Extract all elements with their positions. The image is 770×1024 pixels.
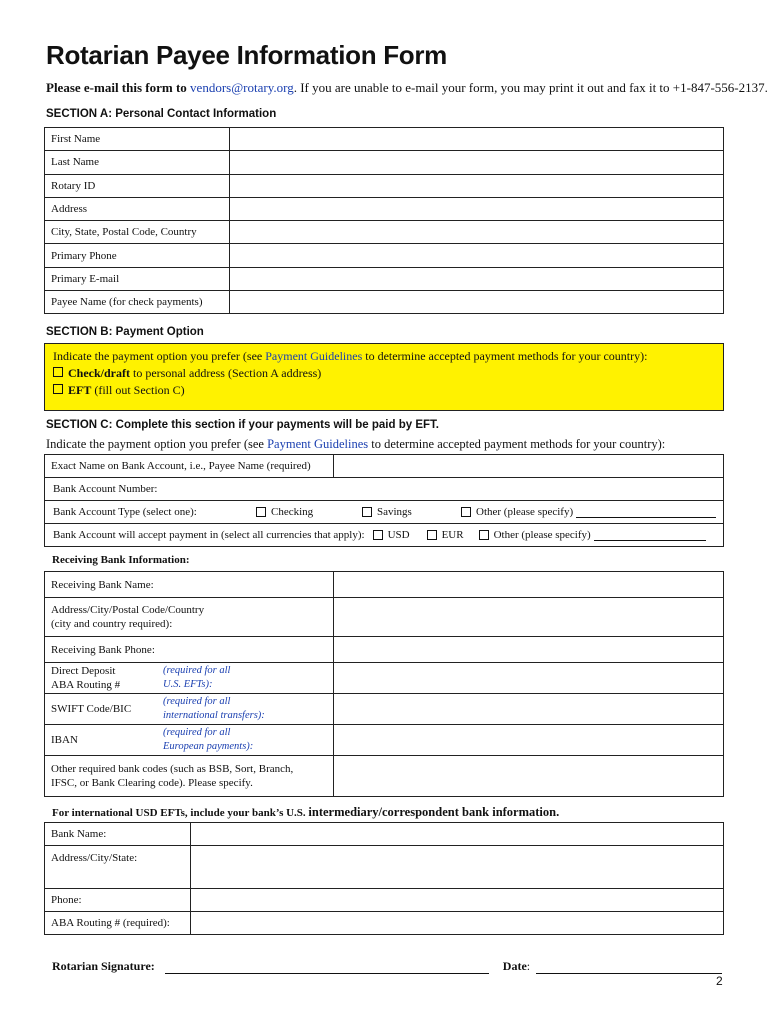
payment-option-box <box>44 343 724 411</box>
table-row <box>45 725 724 756</box>
usd-checkbox[interactable] <box>373 530 383 540</box>
iban-req-line-1: (required for all <box>163 727 231 738</box>
date-colon: : <box>526 959 531 973</box>
address-label-line-2: (city and country required): <box>51 618 173 630</box>
check-draft-option[interactable] <box>53 365 723 382</box>
receiving-bank-name-label: Receiving Bank Name: <box>45 572 334 598</box>
intermediary-bank-table <box>44 822 724 935</box>
instruction-tail: to determine accepted payment methods for your country): <box>371 437 666 451</box>
table-row <box>45 912 724 935</box>
other-currency-checkbox[interactable] <box>479 530 489 540</box>
section-b-heading: SECTION B: Payment Option <box>46 326 204 338</box>
payment-guidelines-link[interactable]: Payment Guidelines <box>267 437 369 451</box>
last-name-label: Last Name <box>45 151 230 174</box>
table-row <box>45 221 724 244</box>
date-line[interactable] <box>536 961 722 974</box>
primary-phone-field[interactable] <box>230 244 724 267</box>
table-row <box>45 501 724 524</box>
other-codes-line-1: Other required bank codes (such as BSB, Sort, Branch, <box>51 763 294 775</box>
iban-label <box>45 725 334 756</box>
instruction-lead: Indicate the payment option you prefer (see <box>46 437 264 451</box>
other-bank-codes-field[interactable] <box>334 756 724 797</box>
iban-label-text: IBAN <box>51 734 78 746</box>
intermediary-heading-lead: For international USD EFTs, include your bank’s U.S. <box>52 807 306 819</box>
instruction-lead: Indicate the payment option you prefer (see <box>53 349 263 363</box>
receiving-bank-heading: Receiving Bank Information: <box>52 554 190 566</box>
intro-lead: Please e-mail this form to <box>46 80 187 95</box>
section-c-instruction <box>46 437 665 452</box>
eft-desc: (fill out Section C) <box>91 383 185 397</box>
usd-option[interactable] <box>373 529 427 541</box>
receiving-bank-phone-field[interactable] <box>334 637 724 663</box>
aba-req-line-2: U.S. EFTs): <box>163 679 213 690</box>
intermediary-heading-main: intermediary/correspondent bank information. <box>308 805 560 819</box>
other-currency-line[interactable] <box>594 530 706 541</box>
other-type-line[interactable] <box>576 507 716 518</box>
aba-label-line-1: Direct Deposit <box>51 665 116 677</box>
table-row <box>45 174 724 197</box>
usd-label: USD <box>387 529 410 541</box>
receiving-bank-table <box>44 571 724 797</box>
table-row <box>45 267 724 290</box>
section-a-table <box>44 127 724 314</box>
table-row <box>45 889 724 912</box>
currency-row <box>45 524 724 547</box>
form-title: Rotarian Payee Information Form <box>46 40 448 70</box>
eur-checkbox[interactable] <box>427 530 437 540</box>
intermediary-bank-name-field[interactable] <box>191 823 724 846</box>
intermediary-aba-label: ABA Routing # (required): <box>45 912 191 935</box>
swift-code-field[interactable] <box>334 694 724 725</box>
instruction-tail: to determine accepted payment methods for your country): <box>365 349 648 363</box>
aba-req-line-1: (required for all <box>163 665 231 676</box>
intermediary-address-field[interactable] <box>191 846 724 889</box>
vendor-email-link[interactable]: vendors@rotary.org <box>190 80 294 95</box>
aba-label-line-2: ABA Routing # <box>51 679 121 691</box>
rotary-id-field[interactable] <box>230 174 724 197</box>
intro-rest: . If you are unable to e-mail your form, you may print it out and fax it to +1-847-556-2137. <box>293 80 768 95</box>
table-row <box>45 197 724 220</box>
intro-text <box>46 80 768 96</box>
receiving-bank-phone-label: Receiving Bank Phone: <box>45 637 334 663</box>
account-name-label: Exact Name on Bank Account, i.e., Payee Name (required) <box>45 455 334 478</box>
savings-checkbox[interactable] <box>362 507 372 517</box>
table-row <box>45 524 724 547</box>
account-type-label: Bank Account Type (select one): <box>53 506 197 518</box>
currency-label: Bank Account will accept payment in (select all currencies that apply): <box>53 529 365 541</box>
table-row <box>45 244 724 267</box>
address-label-line-1: Address/City/Postal Code/Country <box>51 604 205 616</box>
table-row <box>45 846 724 889</box>
check-draft-checkbox[interactable] <box>53 367 63 377</box>
city-state-label: City, State, Postal Code, Country <box>45 221 230 244</box>
section-a-heading: SECTION A: Personal Contact Information <box>46 108 277 120</box>
table-row <box>45 151 724 174</box>
first-name-field[interactable] <box>230 128 724 151</box>
swift-code-label <box>45 694 334 725</box>
other-type-label: Other (please specify) <box>476 506 574 518</box>
eur-label: EUR <box>441 529 464 541</box>
intermediary-bank-name-label: Bank Name: <box>45 823 191 846</box>
payment-guidelines-link[interactable]: Payment Guidelines <box>265 349 363 363</box>
receiving-bank-name-field[interactable] <box>334 572 724 598</box>
checking-option[interactable] <box>256 506 362 518</box>
savings-label: Savings <box>377 506 412 518</box>
aba-routing-field[interactable] <box>334 663 724 694</box>
table-row <box>45 694 724 725</box>
payee-name-label: Payee Name (for check payments) <box>45 291 230 314</box>
intermediary-address-label: Address/City/State: <box>45 846 191 889</box>
iban-req-line-2: European payments): <box>163 741 254 752</box>
first-name-label: First Name <box>45 128 230 151</box>
other-codes-line-2: IFSC, or Bank Clearing code). Please specify. <box>51 777 253 789</box>
address-label: Address <box>45 197 230 220</box>
check-draft-desc: to personal address (Section A address) <box>130 366 322 380</box>
other-bank-codes-label <box>45 756 334 797</box>
intermediary-phone-field[interactable] <box>191 889 724 912</box>
account-number-field[interactable] <box>45 478 724 501</box>
primary-email-field[interactable] <box>230 267 724 290</box>
last-name-field[interactable] <box>230 151 724 174</box>
section-c-heading: SECTION C: Complete this section if your payments will be paid by EFT. <box>46 419 439 431</box>
swift-req-line-2: international transfers): <box>163 710 265 721</box>
other-currency-option[interactable] <box>479 529 706 541</box>
payee-name-field[interactable] <box>230 291 724 314</box>
eft-label: EFT <box>68 383 92 397</box>
intermediary-phone-label: Phone: <box>45 889 191 912</box>
signature-line[interactable] <box>165 961 489 974</box>
receiving-bank-address-field[interactable] <box>334 598 724 637</box>
aba-routing-label <box>45 663 334 694</box>
table-row <box>45 478 724 501</box>
eur-option[interactable] <box>427 529 479 541</box>
iban-field[interactable] <box>334 725 724 756</box>
city-state-field[interactable] <box>230 221 724 244</box>
table-row <box>45 598 724 637</box>
page-number: 2 <box>716 974 723 988</box>
other-type-option[interactable] <box>461 506 716 518</box>
savings-option[interactable] <box>362 506 461 518</box>
table-row <box>45 291 724 314</box>
intermediary-heading <box>52 805 559 820</box>
account-number-label: Bank Account Number: <box>53 483 158 495</box>
date-label: Date <box>502 959 527 973</box>
other-currency-label: Other (please specify) <box>493 529 591 541</box>
table-row <box>45 455 724 478</box>
table-row <box>45 663 724 694</box>
section-b-instruction <box>53 348 723 365</box>
rotary-id-label: Rotary ID <box>45 174 230 197</box>
table-row <box>45 823 724 846</box>
table-row <box>45 756 724 797</box>
account-name-field[interactable] <box>334 455 724 478</box>
primary-phone-label: Primary Phone <box>45 244 230 267</box>
table-row <box>45 572 724 598</box>
eft-checkbox[interactable] <box>53 384 63 394</box>
swift-req-line-1: (required for all <box>163 696 231 707</box>
signature-row <box>52 959 722 974</box>
account-type-row <box>45 501 724 524</box>
section-c-table <box>44 454 724 547</box>
signature-label: Rotarian Signature: <box>52 959 155 973</box>
table-row <box>45 637 724 663</box>
intermediary-aba-field[interactable] <box>191 912 724 935</box>
other-type-checkbox[interactable] <box>461 507 471 517</box>
checking-checkbox[interactable] <box>256 507 266 517</box>
address-field[interactable] <box>230 197 724 220</box>
swift-label-text: SWIFT Code/BIC <box>51 703 132 715</box>
primary-email-label: Primary E-mail <box>45 267 230 290</box>
checking-label: Checking <box>271 506 314 518</box>
table-row <box>45 128 724 151</box>
receiving-bank-address-label <box>45 598 334 637</box>
check-draft-label: Check/draft <box>68 366 130 380</box>
eft-option[interactable] <box>53 382 723 399</box>
